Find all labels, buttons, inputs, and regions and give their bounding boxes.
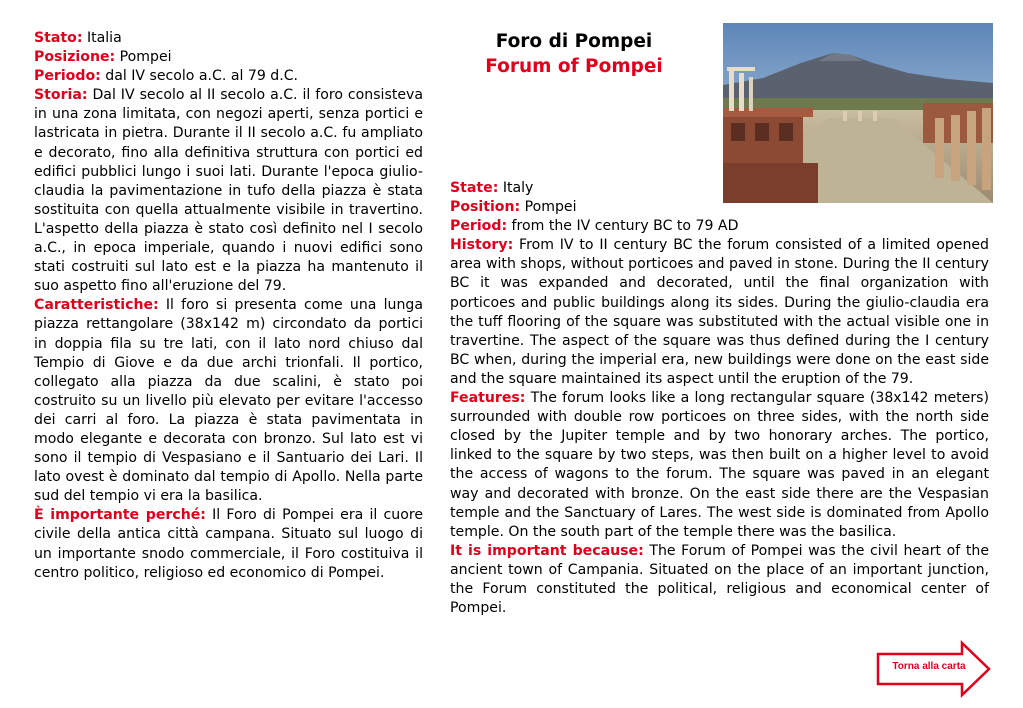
field-value: From IV to II century BC the forum consisted of a limited opened area with shops, without porticoes and paved in stone. During the II century BC it was expanded and decorated, until the final organization with porticoes and public buildings along its sides. During the giulio-claudia era the tuff flooring of the square was substituted with the actual visible one in travertine. The aspect of the square was thus defined during the I century BC when, during the imperial era, new buildings were done on the east side and the square maintained its aspect until the eruption of the 79.	[450, 237, 989, 387]
field-value: dal IV secolo a.C. al 79 d.C.	[100, 68, 299, 85]
forum-photo	[723, 23, 993, 203]
field-period-it	[34, 67, 423, 86]
field-label: Stato:	[34, 30, 83, 46]
field-period-en	[450, 217, 989, 236]
field-value: Pompei	[115, 49, 172, 66]
field-value: Dal IV secolo al II secolo a.C. il foro consisteva in una zona limitata, con negozi aperti, senza portici e lastricata in pietra. Durante il II secolo a.C. fu ampliato e decorato, fino alla definitiva struttura con portici ed edifici pubblici lungo i suoi lati. Durante l'epoca giulio-claudia la pavimentazione in tufo della piazza è stata sostituita con quella attualmente visibile in travertino. L'aspetto della piazza è stato così definito nel I secolo a.C., in epoca imperiale, quando i nuovi edifici sono stati costruiti sul lato est e la piazza ha mantenuto il suo aspetto fino all'eruzione del 79.	[34, 87, 423, 295]
field-label: Position:	[450, 199, 521, 216]
field-state-it	[34, 29, 423, 48]
field-label: Storia:	[34, 87, 88, 104]
field-value: Italy	[498, 180, 534, 196]
field-value: Pompei	[520, 199, 577, 216]
title-italian: Foro di Pompei	[495, 31, 653, 52]
back-to-map-button[interactable]	[876, 640, 992, 698]
field-value: The Forum of Pompei was the civil heart of the ancient town of Campania. Situated on the place of an important junction, the Forum constituted the political, religious and economical center of Pompei.	[450, 542, 989, 617]
field-history-it	[34, 86, 423, 296]
field-label: History:	[450, 237, 514, 254]
field-value: Il foro si presenta come una lunga piazza rettangolare (38x142 m) circondato da portici in doppia fila su tre lati, con il lato nord chiuso dal Tempio di Giove e da due archi trionfali. Il portico, collegato alla piazza da due scalini, è stato poi costruito su un livello più elevato per evitare l'accesso dei carri al foro. La piazza è stata pavimentata in modo elegante e decorata con bronzo. Sul lato est vi sono il tempio di Vespasiano e il Santuario dei Lari. Il lato ovest è dominato dal tempio di Apollo. Nella parte sud del tempio vi era la basilica.	[34, 297, 423, 505]
field-label: It is important because:	[450, 542, 644, 559]
field-position-en	[450, 198, 989, 217]
field-label: È importante perché:	[34, 507, 206, 524]
field-history-en	[450, 236, 989, 389]
field-value: The forum looks like a long rectangular square (38x142 meters) surrounded with double row porticoes on three sides, with the north side closed by the Jupiter temple and by two honorary arches. The portico, linked to the square by two steps, was then built on a higher level to avoid the access of wagons to the forum. The square was paved in an elegant way and decorated with bronze. On the east side there are the Vespasian temple and the Sanctuary of Lares. The west side is dominated from Apollo temple. On the south part of the temple there was the basilica.	[450, 390, 989, 540]
field-label: Caratteristiche:	[34, 297, 159, 314]
field-value: from the IV century BC to 79 AD	[507, 218, 739, 235]
field-features-it	[34, 296, 423, 506]
field-label: Period:	[450, 218, 508, 235]
back-button-label: Torna alla carta	[892, 661, 966, 672]
field-label: Posizione:	[34, 49, 116, 66]
field-label: Periodo:	[34, 68, 101, 85]
field-label: State:	[450, 180, 499, 196]
title-english: Forum of Pompei	[485, 56, 663, 77]
field-importance-it	[34, 506, 423, 582]
field-value: Il Foro di Pompei era il cuore civile della antica città campana. Situato sul luogo di un importante snodo commerciale, il Foro costituiva il centro politico, religioso ed economico di Pompei.	[34, 507, 424, 581]
field-value: Italia	[82, 30, 122, 46]
field-features-en	[450, 389, 989, 542]
field-position-it	[34, 48, 423, 67]
english-description	[450, 179, 989, 618]
italian-description	[34, 29, 423, 583]
field-label: Features:	[450, 390, 526, 407]
page-title	[452, 29, 696, 79]
field-state-en	[450, 179, 989, 198]
field-importance-en	[450, 542, 989, 618]
